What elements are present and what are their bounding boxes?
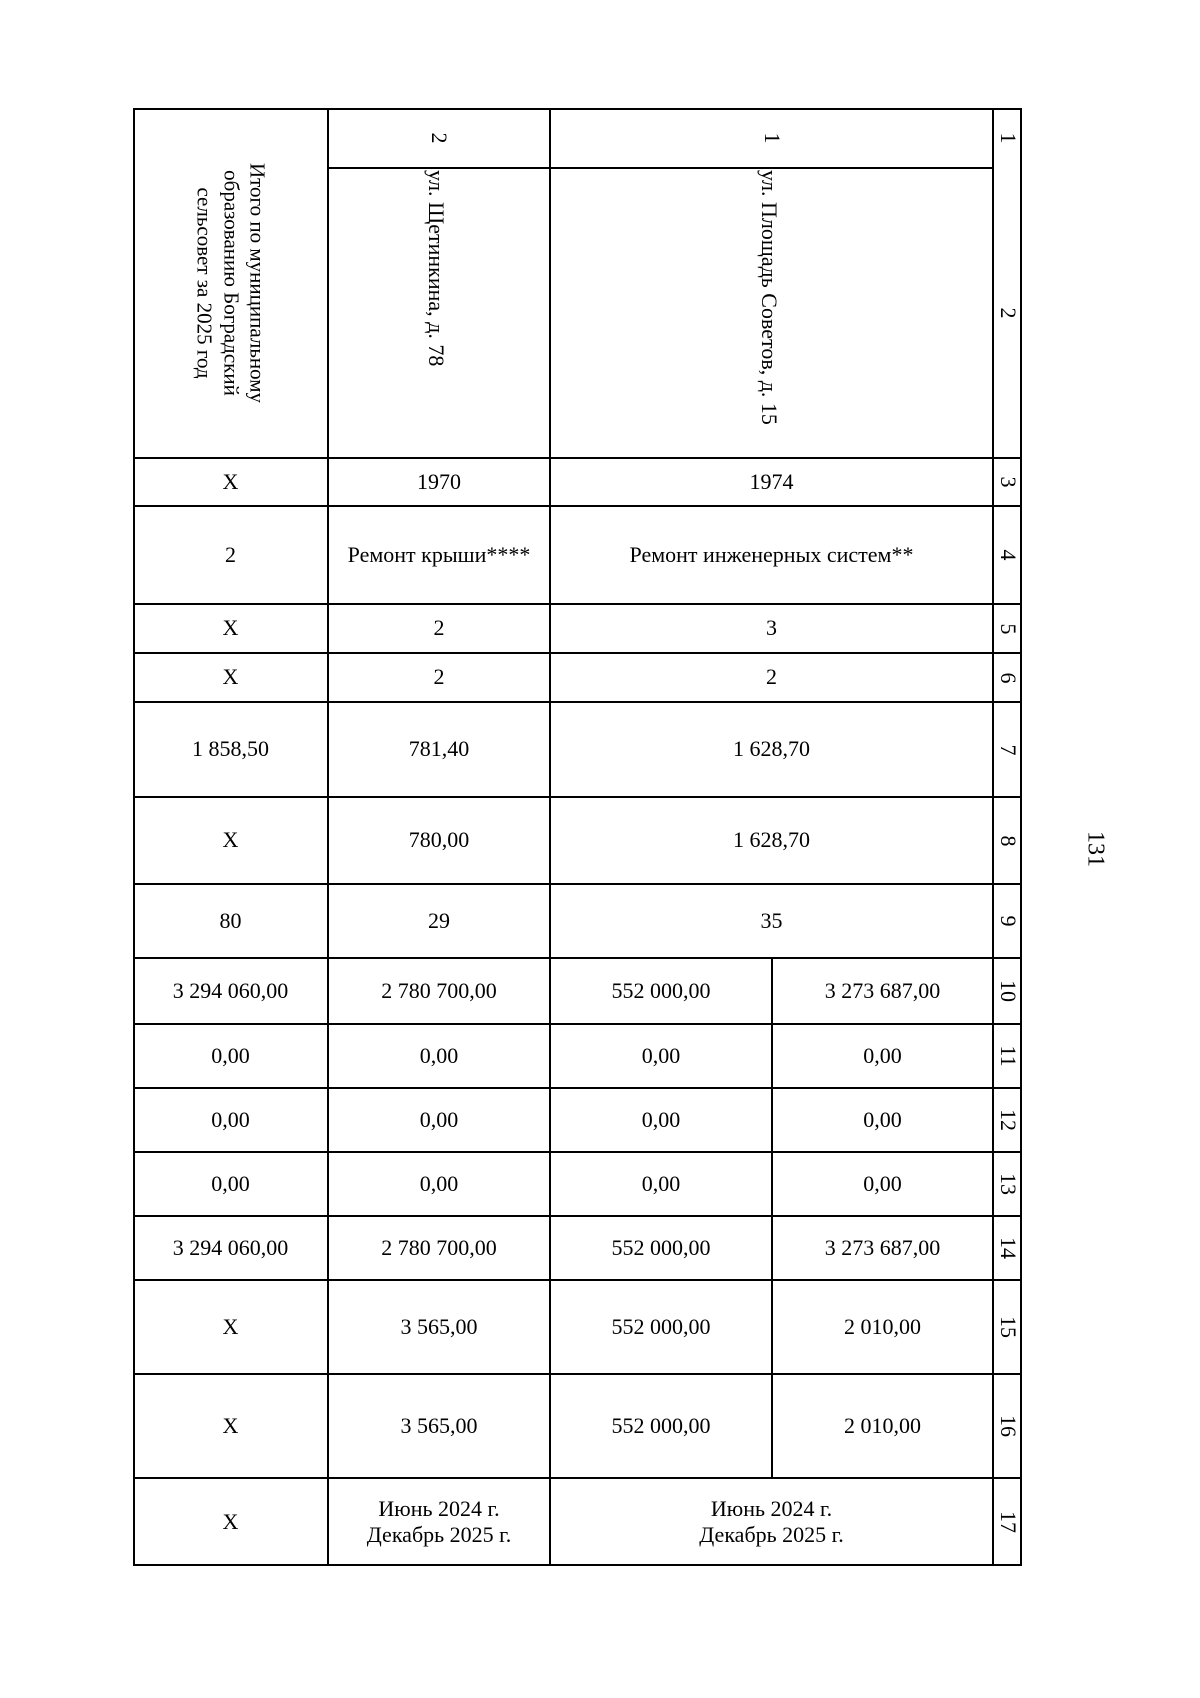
- column-number-9: 9: [995, 915, 1021, 927]
- total-col8: Х: [222, 827, 239, 853]
- page-number: 131: [1082, 831, 1109, 867]
- column-number-17: 17: [995, 1511, 1021, 1533]
- row1-col9: 35: [760, 907, 783, 933]
- row1-col5: 3: [766, 615, 777, 641]
- row1-col11-b: 0,00: [863, 1042, 902, 1068]
- row2-col15: 3 565,00: [400, 1313, 478, 1339]
- row1-col14-a: 552 000,00: [611, 1234, 711, 1260]
- column-number-8: 8: [995, 835, 1021, 846]
- row1-address: ул. Площадь Советов, д. 15: [757, 170, 782, 425]
- column-number-12: 12: [995, 1109, 1021, 1131]
- row1-index: 1: [759, 132, 785, 144]
- column-number-16: 16: [995, 1415, 1021, 1437]
- total-col11: 0,00: [211, 1042, 250, 1068]
- repair-program-table: [133, 108, 1022, 1566]
- total-col10: 3 294 060,00: [172, 977, 289, 1003]
- total-col12: 0,00: [211, 1106, 250, 1132]
- column-number-10: 10: [995, 980, 1021, 1002]
- row1-col10-b: 3 273 687,00: [824, 977, 941, 1003]
- total-col7: 1 858,50: [192, 736, 269, 762]
- total-col9: 80: [219, 907, 242, 933]
- row1-col6: 2: [766, 664, 777, 690]
- row2-col12: 0,00: [419, 1106, 459, 1132]
- total-col15: Х: [222, 1313, 239, 1339]
- row2-col8: 780,00: [408, 827, 470, 853]
- row2-year: 1970: [417, 468, 461, 494]
- row1-col16-b: 2 010,00: [844, 1412, 921, 1438]
- column-number-1: 1: [995, 132, 1021, 144]
- total-col3: Х: [222, 468, 239, 494]
- row2-col16: 3 565,00: [400, 1412, 478, 1438]
- column-number-11: 11: [995, 1045, 1021, 1067]
- row1-col10-a: 552 000,00: [611, 977, 711, 1003]
- column-number-2: 2: [995, 307, 1021, 319]
- column-number-5: 5: [995, 623, 1021, 634]
- column-number-3: 3: [995, 476, 1021, 488]
- row2-col14: 2 780 700,00: [381, 1234, 497, 1260]
- row1-col11-a: 0,00: [641, 1042, 681, 1068]
- row1-col8: 1 628,70: [733, 827, 810, 853]
- row1-col14-b: 3 273 687,00: [824, 1234, 941, 1260]
- column-number-7: 7: [995, 744, 1021, 755]
- row2-col5: 2: [433, 615, 445, 641]
- row2-address: ул. Щетинкина, д. 78: [424, 170, 449, 367]
- row1-col17: Июнь 2024 г. Декабрь 2025 г.: [699, 1495, 844, 1547]
- row1-col15-a: 552 000,00: [611, 1313, 711, 1339]
- row2-col10: 2 780 700,00: [381, 977, 497, 1003]
- row2-index: 2: [427, 132, 453, 144]
- total-col13: 0,00: [211, 1170, 250, 1196]
- row2-address-cell: [328, 168, 550, 458]
- row2-col7: 781,40: [408, 736, 470, 762]
- row2-work-type: Ремонт крыши****: [347, 541, 531, 567]
- column-number-14: 14: [995, 1237, 1021, 1259]
- row2-col11: 0,00: [419, 1042, 459, 1068]
- total-col17: Х: [222, 1508, 239, 1534]
- total-col6: Х: [222, 664, 239, 690]
- row1-address-cell: [550, 168, 993, 458]
- row1-col13-a: 0,00: [641, 1170, 681, 1196]
- row1-col16-a: 552 000,00: [611, 1412, 711, 1438]
- row1-col15-b: 2 010,00: [844, 1313, 921, 1339]
- column-number-6: 6: [995, 672, 1021, 683]
- column-number-15: 15: [995, 1316, 1021, 1338]
- row1-col13-b: 0,00: [863, 1170, 902, 1196]
- total-col4: 2: [225, 541, 236, 567]
- row1-col12-b: 0,00: [863, 1106, 902, 1132]
- row2-col9: 29: [428, 907, 450, 933]
- row1-year: 1974: [749, 468, 794, 494]
- row1-col12-a: 0,00: [641, 1106, 681, 1132]
- row2-col6: 2: [433, 664, 445, 690]
- total-col5: Х: [222, 615, 239, 641]
- row1-work-type: Ремонт инженерных систем**: [629, 541, 914, 567]
- total-label-cell: [133, 108, 328, 458]
- total-label: Итого по муниципальному образованию Боградский сельсовет за 2025 год: [192, 162, 269, 404]
- row2-col17: Июнь 2024 г. Декабрь 2025 г.: [366, 1495, 512, 1547]
- total-col16: Х: [222, 1412, 239, 1438]
- row2-col13: 0,00: [419, 1170, 459, 1196]
- column-number-4: 4: [995, 549, 1021, 561]
- row1-col7: 1 628,70: [733, 736, 810, 762]
- column-number-13: 13: [995, 1173, 1021, 1195]
- total-col14: 3 294 060,00: [172, 1234, 289, 1260]
